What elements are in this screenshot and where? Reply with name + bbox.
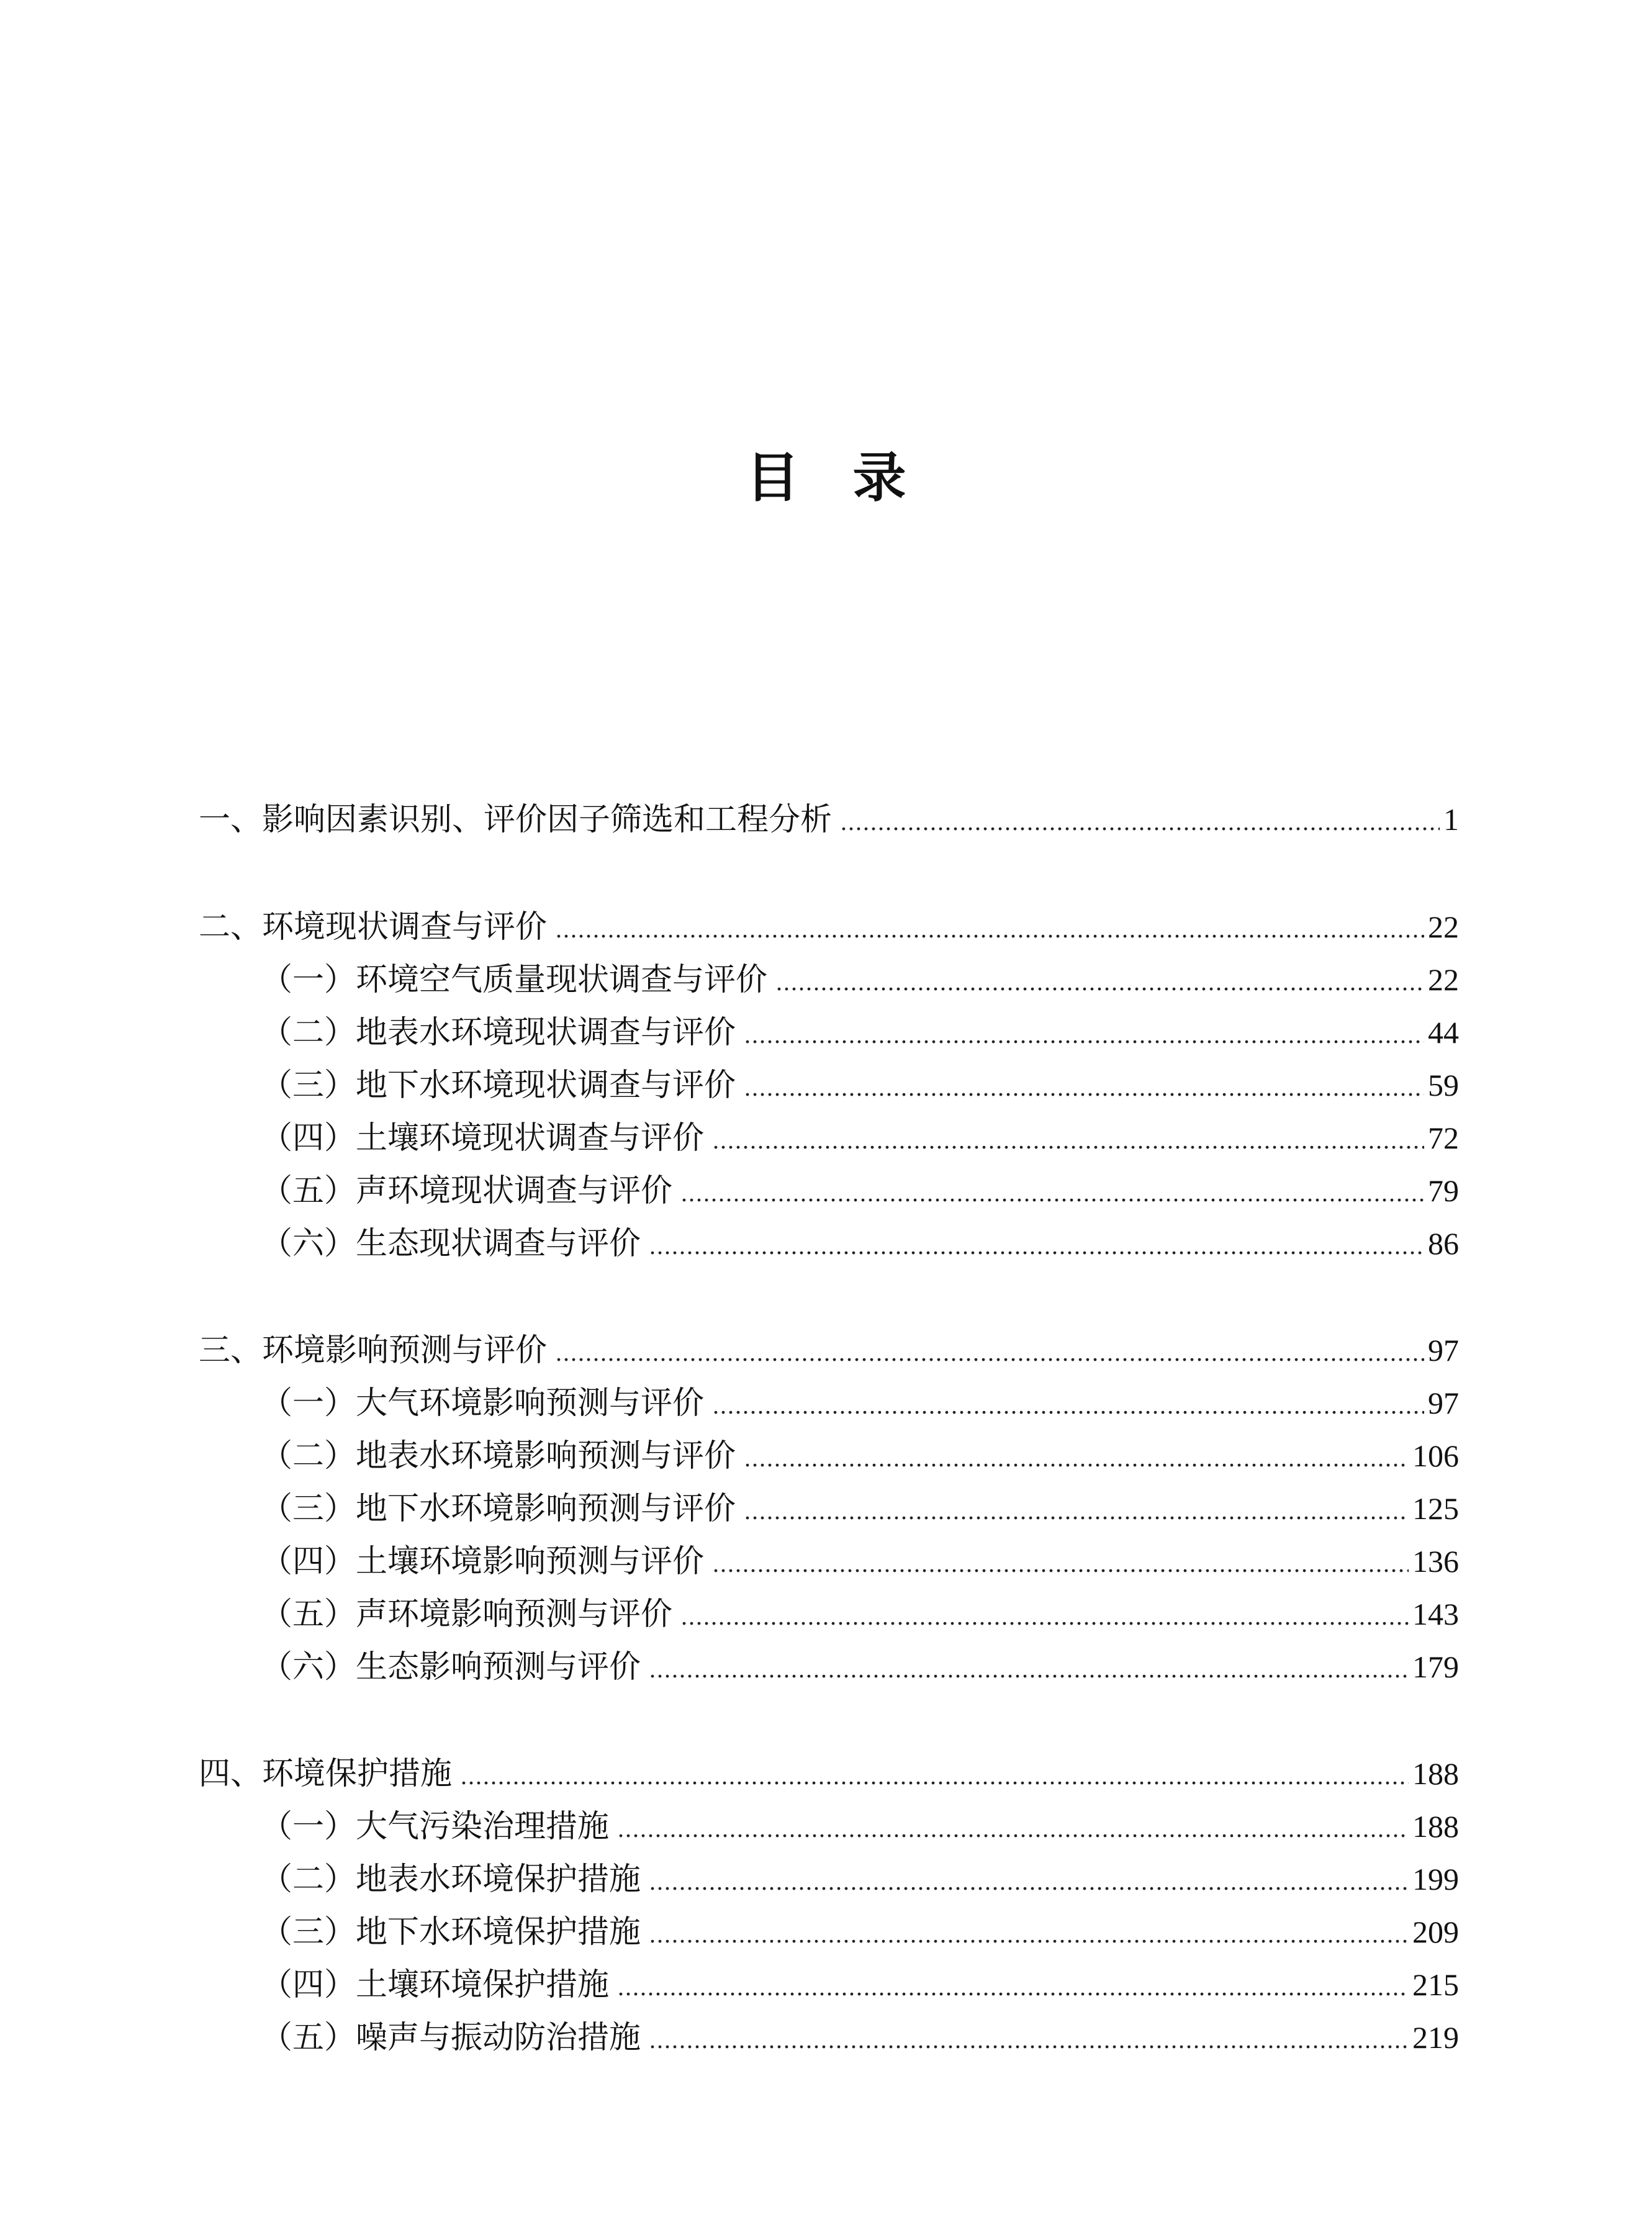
dot-leader [618, 1962, 1409, 2012]
toc-item[interactable] [261, 1060, 1459, 1110]
toc-item-label: （三）地下水环境现状调查与评价 [261, 1067, 736, 1104]
toc-section-label: 一、影响因素识别、评价因子筛选和工程分析 [199, 801, 833, 838]
dot-leader [649, 1857, 1409, 1906]
toc-section[interactable] [199, 795, 1459, 844]
toc-item-label: （三）地下水环境影响预测与评价 [261, 1491, 736, 1527]
toc-page-number: 125 [1412, 1491, 1459, 1526]
toc-item[interactable] [261, 1219, 1459, 1268]
dot-leader [649, 2015, 1409, 2065]
toc-item[interactable] [261, 1431, 1459, 1481]
dot-leader [556, 1328, 1424, 1378]
toc-item[interactable] [261, 1854, 1459, 1904]
toc-page-number: 188 [1412, 1756, 1459, 1791]
toc-item[interactable] [261, 1589, 1459, 1639]
toc-page-number: 22 [1428, 962, 1459, 997]
dot-leader [713, 1539, 1409, 1589]
dot-leader [649, 1910, 1409, 1959]
toc-page-number: 79 [1428, 1173, 1459, 1208]
dot-leader [618, 1804, 1409, 1854]
toc-item-label: （四）土壤环境现状调查与评价 [261, 1120, 705, 1157]
dot-leader [649, 1221, 1424, 1271]
toc-page-number: 136 [1412, 1544, 1459, 1579]
toc-item-label: （五）声环境现状调查与评价 [261, 1173, 673, 1209]
toc-section[interactable] [199, 1325, 1459, 1375]
toc-item-label: （六）生态影响预测与评价 [261, 1649, 641, 1685]
toc-item[interactable] [261, 1536, 1459, 1586]
dot-leader [461, 1751, 1409, 1801]
dot-leader [649, 1644, 1409, 1694]
toc-page-number: 59 [1428, 1068, 1459, 1103]
dot-leader [556, 904, 1424, 954]
toc-item[interactable] [261, 2013, 1459, 2062]
toc-page-number: 44 [1428, 1015, 1459, 1050]
toc-item-label: （二）地表水环境影响预测与评价 [261, 1438, 736, 1474]
toc-page-number: 72 [1428, 1121, 1459, 1155]
toc-page-number: 215 [1412, 1967, 1459, 2002]
toc-page-number: 143 [1412, 1597, 1459, 1631]
toc-page-number: 219 [1412, 2020, 1459, 2055]
dot-leader [744, 1010, 1424, 1060]
toc-item-label: （四）土壤环境影响预测与评价 [261, 1543, 705, 1580]
toc-item[interactable] [261, 1378, 1459, 1428]
toc-item-label: （一）大气环境影响预测与评价 [261, 1385, 705, 1422]
toc-item-label: （三）地下水环境保护措施 [261, 1914, 641, 1951]
dot-leader [744, 1063, 1424, 1112]
toc-item[interactable] [261, 1008, 1459, 1057]
toc-item[interactable] [261, 1907, 1459, 1957]
toc-page-number: 97 [1428, 1333, 1459, 1368]
toc-item-label: （五）声环境影响预测与评价 [261, 1596, 673, 1633]
toc-section-label: 二、环境现状调查与评价 [199, 909, 548, 945]
toc-page-number: 22 [1428, 909, 1459, 944]
dot-leader [744, 1486, 1409, 1536]
toc-item-label: （二）地表水环境保护措施 [261, 1861, 641, 1898]
dot-leader [681, 1168, 1424, 1218]
toc-section-label: 四、环境保护措施 [199, 1756, 453, 1792]
toc-page-number: 97 [1428, 1386, 1459, 1420]
toc-page-number: 179 [1412, 1649, 1459, 1684]
dot-leader [776, 957, 1424, 1007]
toc-item[interactable] [261, 1113, 1459, 1163]
dot-leader [713, 1381, 1424, 1430]
toc-item-label: （四）土壤环境保护措施 [261, 1967, 610, 2003]
toc-item-label: （六）生态现状调查与评价 [261, 1225, 641, 1262]
toc-page-number: 199 [1412, 1862, 1459, 1897]
toc-page-number: 1 [1443, 802, 1459, 837]
dot-leader [841, 797, 1440, 847]
toc-page-number: 209 [1412, 1915, 1459, 1949]
toc-item[interactable] [261, 1642, 1459, 1692]
toc-item-label: （二）地表水环境现状调查与评价 [261, 1014, 736, 1051]
toc-page-number: 86 [1428, 1226, 1459, 1261]
dot-leader [681, 1592, 1409, 1641]
toc-item[interactable] [261, 1802, 1459, 1851]
toc-item-label: （一）大气污染治理措施 [261, 1808, 610, 1845]
toc-item-label: （一）环境空气质量现状调查与评价 [261, 962, 768, 998]
page-title: 目 录 [746, 447, 906, 509]
toc-section[interactable] [199, 1749, 1459, 1798]
toc-page-number: 106 [1412, 1438, 1459, 1473]
dot-leader [744, 1433, 1409, 1483]
toc-item-label: （五）噪声与振动防治措施 [261, 2019, 641, 2056]
toc-section-label: 三、环境影响预测与评价 [199, 1332, 548, 1369]
toc-page-number: 188 [1412, 1809, 1459, 1844]
toc-item[interactable] [261, 1484, 1459, 1533]
toc-item[interactable] [261, 1166, 1459, 1216]
toc-section[interactable] [199, 902, 1459, 952]
dot-leader [713, 1116, 1424, 1165]
toc-item[interactable] [261, 1960, 1459, 2010]
toc-item[interactable] [261, 955, 1459, 1004]
